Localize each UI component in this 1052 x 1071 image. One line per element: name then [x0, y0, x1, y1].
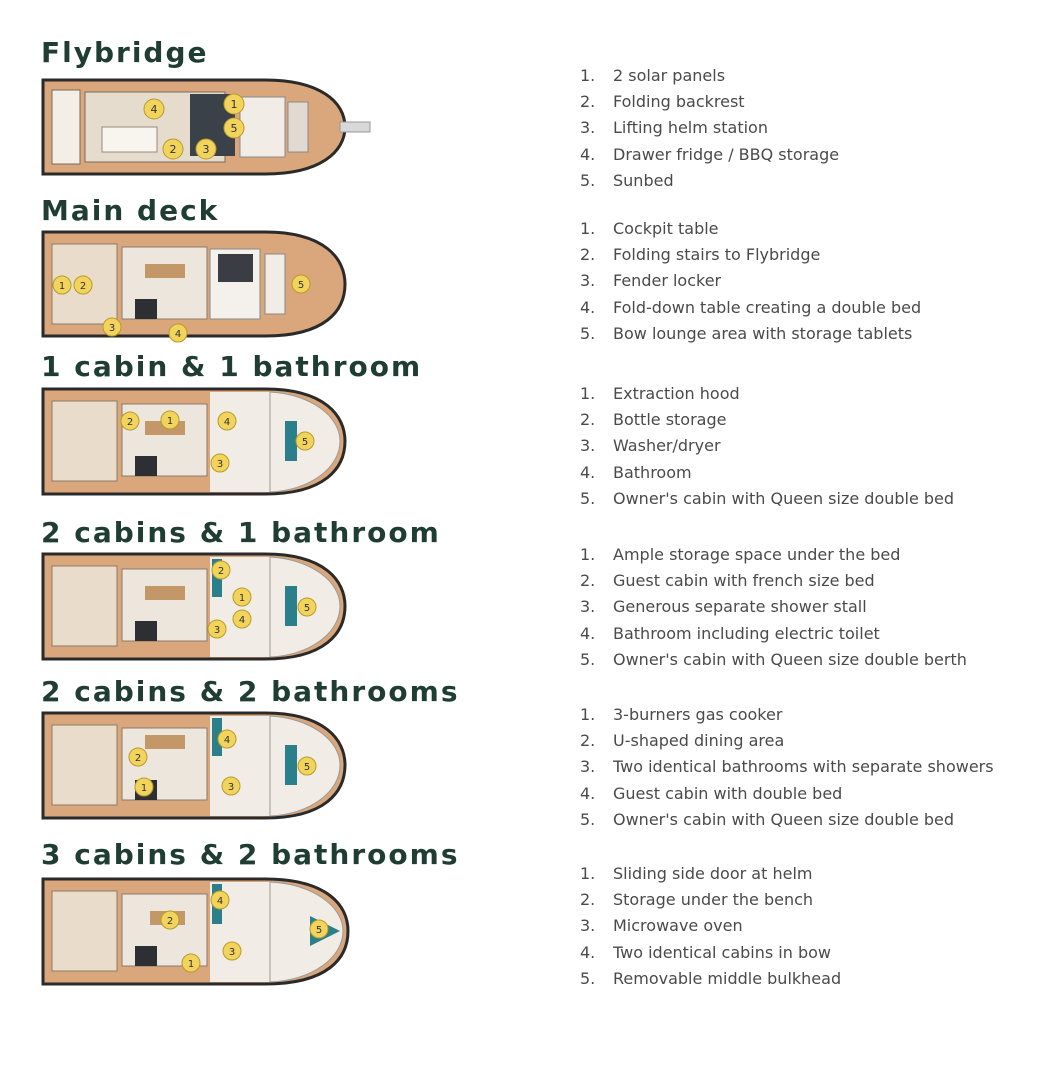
marker-3: 3 — [108, 323, 116, 334]
item-text: Owner's cabin with Queen size double bed — [613, 809, 955, 829]
2-cabins-2-bathrooms-plan — [40, 710, 375, 825]
marker-4: 4 — [216, 896, 224, 907]
item-number: 1. — [580, 384, 596, 403]
marker-3: 3 — [213, 625, 221, 636]
item-number: 2. — [580, 731, 596, 751]
marker-5: 5 — [303, 603, 311, 614]
item-number: 3. — [580, 916, 596, 936]
item-text: Cockpit table — [613, 219, 719, 238]
item-text: 2 solar panels — [613, 66, 726, 85]
item-text: Bathroom including electric toilet — [613, 623, 880, 643]
marker-5: 5 — [315, 925, 323, 936]
marker-2: 2 — [79, 281, 87, 292]
marker-4: 4 — [150, 103, 158, 116]
marker-2: 2 — [217, 566, 225, 577]
item-text: Generous separate shower stall — [613, 597, 867, 617]
item-text: Guest cabin with french size bed — [613, 571, 875, 591]
item-text: Fold-down table creating a double bed — [613, 297, 922, 317]
marker-1: 1 — [238, 593, 246, 604]
marker-3: 3 — [227, 782, 235, 793]
2-cabins-1-bathroom-plan — [40, 551, 375, 666]
item-text: Extraction hood — [613, 384, 740, 403]
marker-2: 2 — [134, 753, 142, 764]
item-number: 4. — [580, 462, 596, 482]
item-number: 4. — [580, 783, 596, 803]
marker-4: 4 — [223, 735, 231, 746]
item-number: 5. — [580, 323, 596, 343]
item-number: 3. — [580, 271, 596, 291]
section-title-2-cabins-2-bathrooms: 2 cabins & 2 bathrooms — [41, 675, 460, 708]
marker-1: 1 — [187, 959, 195, 970]
section-title-flybridge: Flybridge — [41, 36, 209, 69]
marker-5: 5 — [303, 762, 311, 773]
item-text: Washer/dryer — [613, 436, 721, 456]
section-title-main-deck: Main deck — [41, 194, 220, 227]
item-number: 5. — [580, 488, 596, 508]
item-number: 2. — [580, 890, 596, 910]
item-text: Two identical cabins in bow — [613, 942, 831, 962]
marker-4: 4 — [238, 615, 246, 626]
item-number: 1. — [580, 219, 596, 238]
marker-1: 1 — [166, 416, 174, 427]
marker-2: 2 — [126, 417, 134, 428]
item-number: 5. — [580, 170, 596, 190]
item-text: Lifting helm station — [613, 118, 768, 138]
item-number: 2. — [580, 571, 596, 591]
item-number: 1. — [580, 545, 596, 564]
main-deck-plan — [40, 229, 375, 344]
item-text: Storage under the bench — [613, 890, 814, 910]
marker-1: 1 — [58, 281, 66, 292]
item-number: 3. — [580, 597, 596, 617]
marker-5: 5 — [301, 437, 309, 448]
flybridge-plan — [40, 72, 375, 187]
marker-3: 3 — [216, 459, 224, 470]
item-text: Bathroom — [613, 462, 692, 482]
section-title-1-cabin-1-bathroom: 1 cabin & 1 bathroom — [41, 350, 423, 383]
item-text: Ample storage space under the bed — [613, 545, 901, 564]
item-text: Microwave oven — [613, 916, 743, 936]
marker-4: 4 — [223, 417, 231, 428]
3-cabins-2-bathrooms-plan — [40, 876, 375, 991]
section-title-2-cabins-1-bathroom: 2 cabins & 1 bathroom — [41, 516, 441, 549]
item-number: 5. — [580, 968, 596, 988]
item-number: 1. — [580, 864, 596, 883]
item-number: 2. — [580, 92, 596, 112]
item-number: 5. — [580, 649, 596, 669]
item-number: 3. — [580, 118, 596, 138]
item-text: U-shaped dining area — [613, 731, 785, 751]
marker-5: 5 — [297, 280, 305, 291]
item-text: Owner's cabin with Queen size double bed — [613, 488, 955, 508]
item-number: 5. — [580, 809, 596, 829]
item-text: Folding stairs to Flybridge — [613, 245, 821, 265]
item-number: 2. — [580, 245, 596, 265]
item-number: 3. — [580, 757, 596, 777]
item-text: Sliding side door at helm — [613, 864, 813, 883]
item-number: 4. — [580, 144, 596, 164]
item-number: 4. — [580, 942, 596, 962]
item-number: 1. — [580, 705, 596, 724]
marker-2: 2 — [169, 143, 177, 156]
item-text: Fender locker — [613, 271, 722, 291]
marker-1: 1 — [140, 783, 148, 794]
item-text: Removable middle bulkhead — [613, 968, 842, 988]
item-text: Folding backrest — [613, 92, 745, 112]
item-text: Guest cabin with double bed — [613, 783, 843, 803]
marker-1: 1 — [230, 98, 238, 111]
item-number: 4. — [580, 297, 596, 317]
marker-3: 3 — [228, 947, 236, 958]
item-number: 3. — [580, 436, 596, 456]
section-title-3-cabins-2-bathrooms: 3 cabins & 2 bathrooms — [41, 838, 460, 871]
item-number: 1. — [580, 66, 596, 85]
item-text: Owner's cabin with Queen size double berth — [613, 649, 967, 669]
marker-4: 4 — [174, 329, 182, 340]
item-text: Bottle storage — [613, 410, 727, 430]
item-text: Bow lounge area with storage tablets — [613, 323, 913, 343]
item-text: Two identical bathrooms with separate showers — [613, 757, 994, 777]
item-text: Drawer fridge / BBQ storage — [613, 144, 840, 164]
marker-3: 3 — [202, 143, 210, 156]
marker-2: 2 — [166, 916, 174, 927]
item-number: 2. — [580, 410, 596, 430]
item-text: 3-burners gas cooker — [613, 705, 783, 724]
1-cabin-1-bathroom-plan — [40, 386, 375, 501]
item-text: Sunbed — [613, 170, 674, 190]
item-number: 4. — [580, 623, 596, 643]
marker-5: 5 — [230, 122, 238, 135]
